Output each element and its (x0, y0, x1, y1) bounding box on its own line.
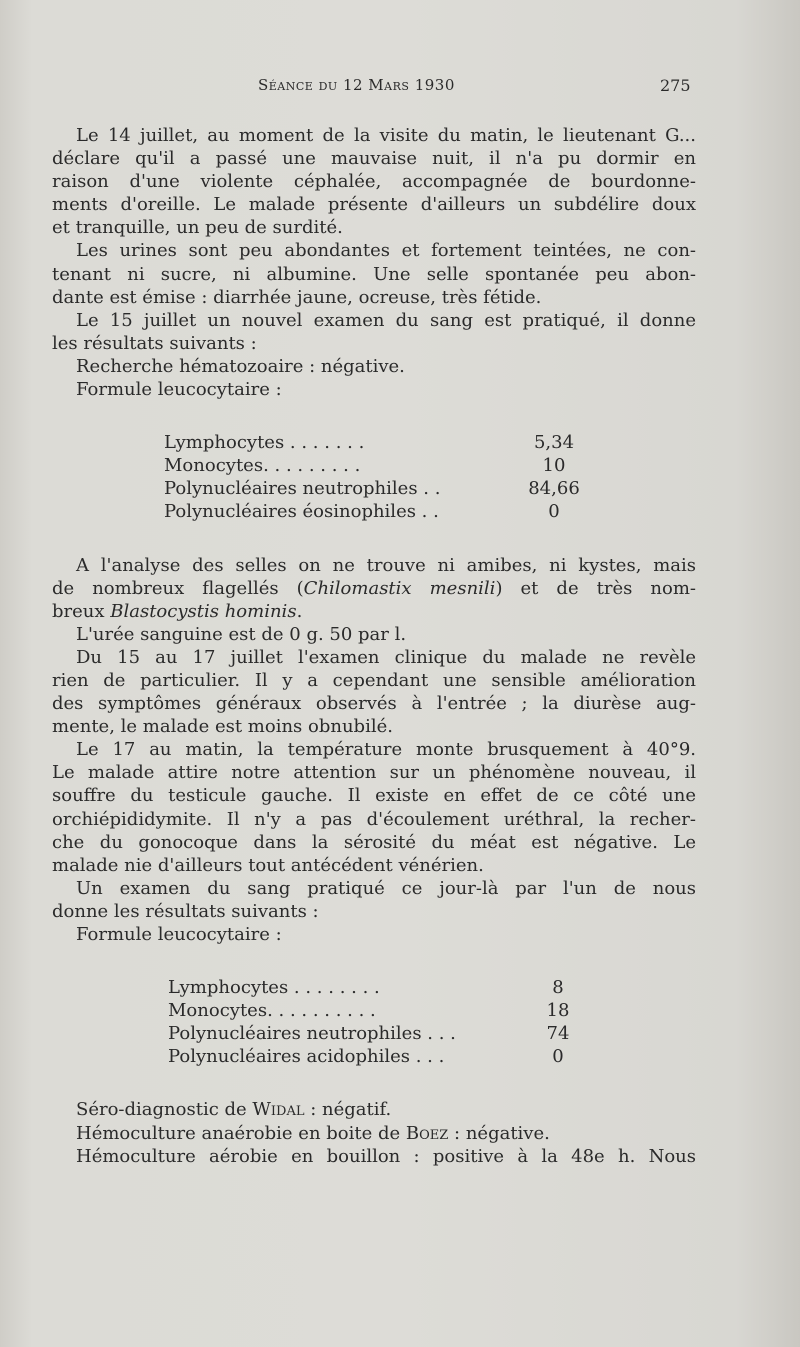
row-value: 8 (552, 977, 564, 999)
row-value: 0 (552, 1046, 564, 1068)
row-value: 84,66 (528, 478, 580, 500)
text-line: Un examen du sang pratiqué ce jour-là par l'un de nous (76, 877, 696, 899)
text-line: et tranquille, un peu de surdité. (52, 217, 343, 239)
text-line-mixed (52, 577, 696, 600)
row-label: Polynucléaires acidophiles . . . (168, 1046, 445, 1068)
text-line: malade nie d'ailleurs tout antécédent vénérien. (52, 854, 484, 876)
text-segment: breux (52, 600, 111, 622)
hemoculture-line-2: Hémoculture aérobie en bouillon : positive à la 48e h. Nous (76, 1145, 696, 1167)
text-line: raison d'une violente céphalée, accompagnée de bourdonne- (52, 171, 696, 193)
text-line: rien de particulier. Il y a cependant une sensible amélioration (52, 669, 696, 691)
text-line: donne les résultats suivants : (52, 900, 319, 922)
row-value: 18 (546, 1000, 570, 1022)
row-value: 5,34 (533, 432, 575, 454)
uree-line: L'urée sanguine est de 0 g. 50 par l. (76, 623, 407, 645)
row-label: Polynucléaires éosinophiles . . (164, 501, 439, 523)
leucocyte-table-2 (168, 976, 588, 1068)
text-line: Les urines sont peu abondantes et fortement teintées, ne con- (76, 240, 696, 262)
sero-diagnostic-line (52, 1098, 696, 1121)
text-line: mente, le malade est moins obnubilé. (52, 716, 393, 738)
text-line: tenant ni sucre, ni albumine. Une selle spontanée peu abon- (52, 263, 696, 285)
species-name: Chilomastix mesnili (303, 577, 496, 599)
text-line: che du gonocoque dans la sérosité du méat est négative. Le (52, 831, 696, 853)
table-row (164, 477, 584, 500)
recherche-line: Recherche hématozoaire : négative. (76, 355, 405, 377)
text-segment: Séro-diagnostic de (76, 1099, 253, 1121)
text-segment: Hémoculture anaérobie en boite de (76, 1122, 406, 1144)
table-row (168, 1045, 588, 1068)
text-line-mixed (52, 600, 696, 623)
body-text (52, 124, 696, 1168)
table-row (168, 1022, 588, 1045)
table-row (168, 999, 588, 1022)
text-line: Le 15 juillet un nouvel examen du sang est pratiqué, il donne (76, 309, 696, 331)
author-name: Widal (252, 1099, 305, 1121)
text-line: déclare qu'il a passé une mauvaise nuit, il n'a pu dormir en (52, 148, 696, 170)
table-row (164, 500, 584, 523)
text-segment: : négatif. (304, 1099, 392, 1121)
row-value: 74 (546, 1023, 570, 1045)
row-value: 10 (542, 455, 566, 477)
text-line: des symptômes généraux observés à l'entrée ; la diurèse aug- (52, 693, 696, 715)
running-title: Séance du 12 Mars 1930 (258, 76, 455, 94)
row-label: Monocytes. . . . . . . . . (164, 455, 361, 477)
page-number: 275 (660, 76, 691, 95)
page-header (0, 76, 800, 100)
row-label: Lymphocytes . . . . . . . (164, 432, 365, 454)
text-line: Du 15 au 17 juillet l'examen clinique du malade ne revèle (76, 646, 696, 668)
hemoculture-line-1 (52, 1122, 696, 1145)
table-row (168, 976, 588, 999)
formule-label-2: Formule leucocytaire : (76, 924, 282, 945)
table-row (164, 454, 584, 477)
table-row (164, 431, 584, 454)
text-segment: de nombreux flagellés ( (52, 577, 304, 599)
text-line: orchiépididymite. Il n'y a pas d'écoulement uréthral, la recher- (52, 808, 696, 830)
text-line: Le 14 juillet, au moment de la visite du matin, le lieutenant G... (76, 125, 696, 146)
text-line: les résultats suivants : (52, 332, 257, 354)
text-segment: . (296, 600, 303, 622)
leucocyte-table-1 (164, 431, 584, 523)
text-segment: ) et de très nom- (495, 577, 696, 599)
formule-label-1: Formule leucocytaire : (76, 379, 282, 401)
species-name: Blastocystis hominis (110, 600, 297, 622)
text-line: Le malade attire notre attention sur un phénomène nouveau, il (52, 762, 696, 784)
row-label: Lymphocytes . . . . . . . . (168, 977, 380, 999)
text-line: dante est émise : diarrhée jaune, ocreuse, très fétide. (52, 286, 542, 308)
row-label: Monocytes. . . . . . . . . . (168, 1000, 376, 1022)
text-segment: : négative. (448, 1122, 550, 1144)
text-line: ments d'oreille. Le malade présente d'ailleurs un subdélire doux (52, 194, 696, 216)
row-value: 0 (548, 501, 560, 523)
text-line: Le 17 au matin, la température monte brusquement à 40°9. (76, 739, 696, 761)
text-line: A l'analyse des selles on ne trouve ni amibes, ni kystes, mais (76, 554, 696, 576)
row-label: Polynucléaires neutrophiles . . (164, 478, 441, 500)
row-label: Polynucléaires neutrophiles . . . (168, 1023, 456, 1045)
text-line: souffre du testicule gauche. Il existe en effet de ce côté une (52, 785, 696, 807)
author-name: Boez (405, 1122, 449, 1144)
